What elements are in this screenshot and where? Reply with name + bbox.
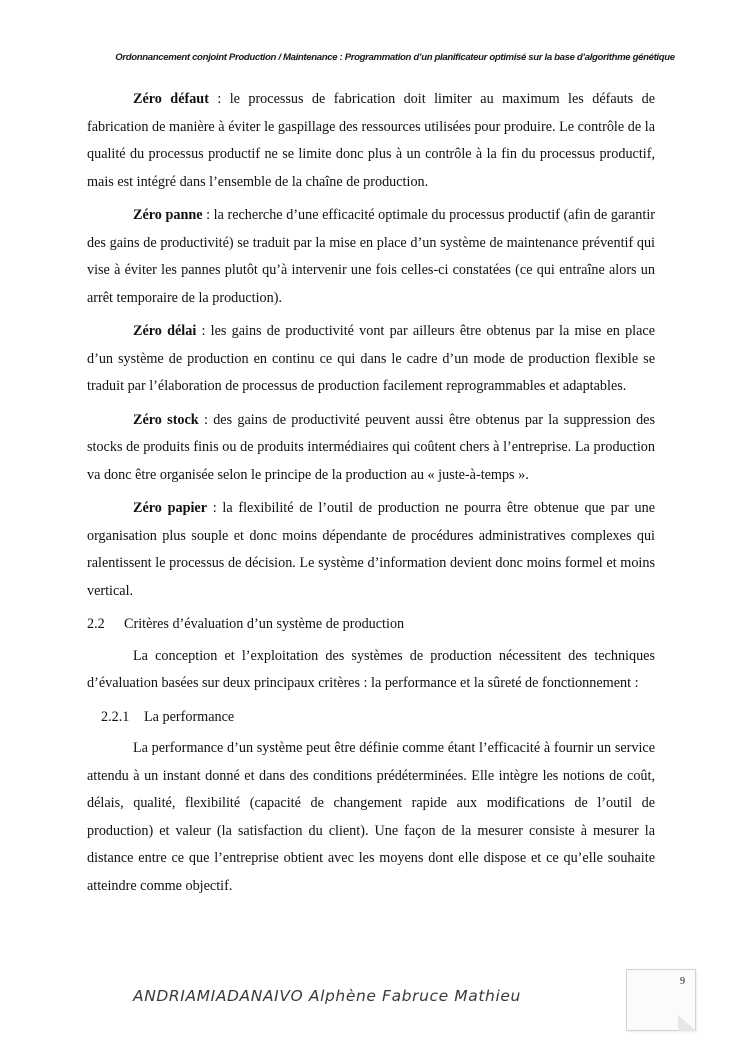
- subsection-title: La performance: [144, 708, 235, 725]
- definition-zero-panne: : la recherche d’une efficacité optimale du processus productif (afin de garantir des gains de productivité) se traduit par la mise en place d’un système de maintenance préventif qui vise à éviter les pannes plutôt qu’à intervenir une fois celles-ci constatées (ce qui entraîne alors un arrêt temporaire de la production).: [87, 207, 655, 306]
- section-heading-2-2-1: [101, 704, 655, 732]
- footer-author: ANDRIAMIADANAIVO Alphène Fabruce Mathieu: [133, 987, 521, 1005]
- term-zero-papier: Zéro papier: [133, 500, 208, 516]
- section-title: Critères d’évaluation d’un système de production: [124, 616, 405, 632]
- paragraph-zero-panne: [87, 202, 655, 312]
- definition-zero-stock: : des gains de productivité peuvent aussi être obtenus par la suppression des stocks de produits finis ou de produits intermédiaires qui coûtent chers à l’entreprise. La production va donc être organisée selon le principe de la production au « juste-à-temps ».: [87, 411, 655, 483]
- document-body: [87, 86, 655, 906]
- page-number: 9: [680, 976, 685, 987]
- term-zero-panne: Zéro panne: [133, 207, 203, 223]
- definition-zero-papier: : la flexibilité de l’outil de production ne pourra être obtenue que par une organisation plus souple et donc moins dépendante de procédures administratives complexes qui ralentissent le processus de décision. Le système d’information devient donc moins formel et moins vertical.: [87, 500, 655, 599]
- subsection-number: 2.2.1: [101, 708, 130, 725]
- definition-zero-delai: : les gains de productivité vont par ailleurs être obtenus par la mise en place d’un système de production en continu ce qui dans le cadre d’un mode de production flexible se traduit par l’élaboration de processus de production facilement reprogrammables et adaptables.: [87, 323, 656, 394]
- term-zero-delai: Zéro délai: [133, 323, 197, 339]
- term-zero-stock: Zéro stock: [133, 411, 199, 428]
- page-number-box: [626, 969, 696, 1031]
- page-curl-icon: [678, 1015, 696, 1031]
- paragraph-zero-papier: [87, 495, 655, 605]
- paragraph-section-2-2: La conception et l’exploitation des systèmes de production nécessitent des techniques d’évaluation basées sur deux principaux critères : la performance et la sûreté de fonctionnement :: [87, 647, 655, 691]
- term-zero-defaut: Zéro défaut: [133, 91, 209, 107]
- paragraph-zero-defaut: [87, 86, 655, 196]
- section-number: 2.2: [87, 616, 105, 632]
- definition-zero-defaut: : le processus de fabrication doit limiter au maximum les défauts de fabrication de manière à éviter le gaspillage des ressources utilisées pour produire. Le contrôle de la qualité du processus productif ne se limite donc plus à un contrôle à la fin du processus productif, mais est intégré dans l’ensemble de la chaîne de production.: [87, 91, 656, 190]
- paragraph-zero-stock: [87, 407, 655, 490]
- section-heading-2-2: [87, 611, 655, 639]
- paragraph-zero-delai: [87, 318, 655, 401]
- running-header: Ordonnancement conjoint Production / Maintenance : Programmation d’un planificateur optimisé sur la base d’algorithme génétique: [115, 52, 675, 63]
- paragraph-performance: La performance d’un système peut être définie comme étant l’efficacité à fournir un service attendu à un instant donné et dans des conditions prédéterminées. Elle intègre les notions de coût, délais, qualité, flexibilité (capacité de changement rapide aux modifications de l’outil de production) et valeur (la satisfaction du client). Une façon de la mesurer consiste à mesurer la distance entre ce que l’entreprise obtient avec les moyens dont elle dispose et ce qu’elle souhaite atteindre comme objectif.: [87, 740, 655, 894]
